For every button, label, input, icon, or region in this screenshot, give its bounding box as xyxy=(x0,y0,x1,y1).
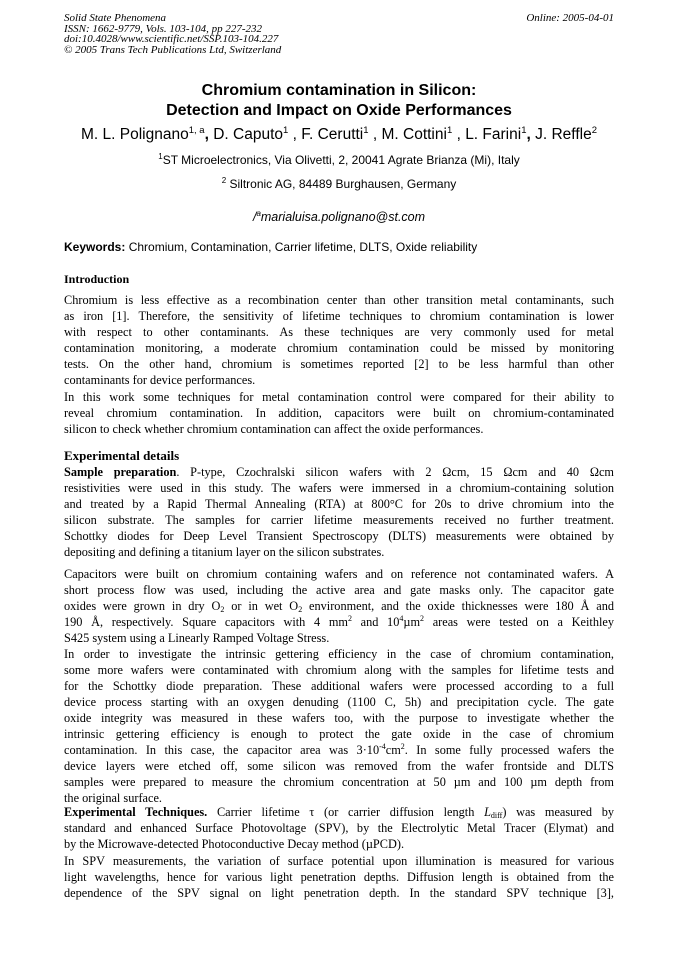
text-line: and treated by a Rapid Thermal Annealing (RTA) at 800°C for 20s to drive chromium into the xyxy=(64,497,614,511)
run-in-heading: Experimental Techniques. xyxy=(64,805,208,819)
text-line: Schottky diodes for Deep Level Transient Spectroscopy (DLTS) measurements were obtained by xyxy=(64,529,614,543)
paragraph-capacitors xyxy=(64,566,614,646)
keywords-label: Keywords: xyxy=(64,240,126,254)
paragraph-introduction-2 xyxy=(64,389,614,437)
author-affiliation-mark: 1, a xyxy=(188,125,205,136)
text-run: and 10 xyxy=(351,615,400,629)
journal-header xyxy=(64,13,281,55)
text-run: oxides were grown in dry O xyxy=(64,599,221,613)
text-line: reveal chromium contamination. In addition, capacitors were built on chromium-contaminated xyxy=(64,406,614,420)
text-run: Carrier lifetime τ (or carrier diffusion length xyxy=(207,805,485,819)
text-line: short process flow was used, including the active area and gate masks only. The capacitor gate xyxy=(64,583,614,597)
text-line: S425 system using a Linearly Ramped Voltage Stress. xyxy=(64,631,330,645)
text-line xyxy=(64,598,614,614)
text-line xyxy=(64,742,614,758)
affiliation-text: Siltronic AG, 84489 Burghausen, Germany xyxy=(226,177,457,191)
copyright-line: © 2005 Trans Tech Publications Ltd, Switzerland xyxy=(64,43,282,56)
text-line: some more wafers were contaminated with chromium along with the samples for lifetime tests and xyxy=(64,663,614,677)
journal-name: Solid State Phenomena xyxy=(64,12,167,24)
text-line xyxy=(64,464,614,480)
paragraph-experimental-techniques xyxy=(64,804,614,852)
superscript: 2 xyxy=(400,742,405,751)
text-run: or in wet O xyxy=(224,599,299,613)
text-line: standard and enhanced Surface Photovoltage (SPV), by the Electrolytic Metal Tracer (Elymat) and xyxy=(64,821,614,835)
paragraph-sample-preparation xyxy=(64,464,614,560)
text-line: device process starting with an oxygen denuding (1100 C, 5h) and precipitation cycle. The gate xyxy=(64,695,614,709)
corresponding-email xyxy=(0,209,678,225)
author-affiliation-mark: 2 xyxy=(591,125,597,136)
paragraph-spv xyxy=(64,853,614,901)
keywords-line xyxy=(64,240,477,255)
text-line: contaminants for device performances. xyxy=(64,373,256,387)
author-affiliation-mark: 1 xyxy=(446,125,453,136)
author-list xyxy=(0,125,678,145)
author-name: J. Reffle xyxy=(535,126,592,143)
text-run: ) was measured by xyxy=(502,805,614,819)
superscript: 4 xyxy=(399,614,404,623)
affiliation-number: 2 xyxy=(221,176,227,185)
text-line: resistivities were used in this study. The wafers were immersed in a chromium-containing solution xyxy=(64,481,614,495)
email-address[interactable]: marialuisa.polignano@st.com xyxy=(260,210,426,224)
text-line xyxy=(64,804,614,820)
online-date: Online: 2005-04-01 xyxy=(526,12,614,24)
text-run: areas were tested on a Keithley xyxy=(424,615,614,629)
symbol-italic: L xyxy=(484,805,491,819)
text-line xyxy=(64,614,614,630)
paper-title-line-1: Chromium contamination in Silicon: xyxy=(201,82,477,99)
author-name: M. Cottini xyxy=(381,126,447,143)
section-heading-experimental: Experimental details xyxy=(64,448,180,463)
affiliation-1 xyxy=(0,153,678,168)
text-line: Chromium is less effective as a recombination center than other transition metal contaminants, such xyxy=(64,293,614,307)
text-line: Capacitors were built on chromium containing wafers and on reference not contaminated wafers. A xyxy=(64,567,614,581)
affiliation-text: ST Microelectronics, Via Olivetti, 2, 20041 Agrate Brianza (Mi), Italy xyxy=(162,153,520,167)
author-separator: , xyxy=(292,126,297,143)
text-run: 190 Å, respectively. Square capacitors with 4 mm xyxy=(64,615,348,629)
email-prefix: / xyxy=(252,210,257,224)
affiliation-number: 1 xyxy=(158,152,163,161)
text-line: silicon to check whether chromium contamination can affect the oxide performances. xyxy=(64,422,484,436)
author-affiliation-mark: 1 xyxy=(363,125,369,136)
subscript: diff xyxy=(490,811,503,820)
text-line: In SPV measurements, the variation of surface potential upon illumination is measured for various xyxy=(64,854,614,868)
text-line: contamination monitoring, a moderate chromium contamination could be missed by monitoring xyxy=(64,341,614,355)
keywords-text: Chromium, Contamination, Carrier lifetime, DLTS, Oxide reliability xyxy=(125,240,478,254)
text-run: environment, and the oxide thicknesses were 180 Å and xyxy=(302,599,614,613)
text-line: light wavelengths, hence for various light penetration depths. Diffusion length is obtained from the xyxy=(64,870,614,884)
doi-line: doi:10.4028/www.scientific.net/SSP.103-104.227 xyxy=(64,33,279,45)
author-separator: , xyxy=(372,126,378,143)
text-run: . P-type, Czochralski silicon wafers with 2 Ωcm, 15 Ωcm and 40 Ωcm xyxy=(176,465,614,479)
text-run: . In some fully processed wafers the xyxy=(404,743,614,757)
text-line: samples were prepared to measure the chromium concentration at 50 µm and 100 µm depth from xyxy=(64,775,614,789)
section-heading-introduction: Introduction xyxy=(64,272,130,286)
author-affiliation-mark: 1 xyxy=(283,125,289,136)
paper-title-line-2: Detection and Impact on Oxide Performances xyxy=(166,102,512,119)
affiliation-2 xyxy=(0,177,678,192)
author-separator: , xyxy=(204,126,209,143)
text-line: silicon substrate. The samples for carrier lifetime measurements received no further treatment. xyxy=(64,513,614,527)
paragraph-gettering xyxy=(64,646,614,806)
text-line: tests. On the other hand, chromium is sometimes reported [2] to be less harmful than other xyxy=(64,357,614,371)
subscript: 2 xyxy=(220,605,225,614)
author-affiliation-mark: 1 xyxy=(521,125,527,136)
text-line: device layers were etched off, some silicon was removed from the wafer frontside and DLTS xyxy=(64,759,614,773)
author-name: M. L. Polignano xyxy=(81,126,189,143)
superscript: -4 xyxy=(379,742,386,751)
run-in-heading: Sample preparation xyxy=(64,465,177,479)
author-name: F. Cerutti xyxy=(301,126,364,143)
text-run: cm xyxy=(385,743,401,757)
text-line: for the Schottky diode preparation. These additional wafers were processed according to a full xyxy=(64,679,614,693)
text-line: In order to investigate the intrinsic gettering efficiency in the case of chromium contamination, xyxy=(64,647,614,661)
text-line: In this work some techniques for metal contamination control were compared for their ability to xyxy=(64,390,614,404)
text-line: dependence of the SPV signal on light penetration depth. In the standard SPV technique [3], xyxy=(64,886,614,900)
text-line: by the Microwave-detected Photoconductive Decay method (µPCD). xyxy=(64,837,405,851)
issn-line: ISSN: 1662-9779, Vols. 103-104, pp 227-232 xyxy=(64,22,262,35)
superscript: 2 xyxy=(420,614,425,623)
text-run: contamination. In this case, the capacitor area was 3·10 xyxy=(64,743,380,757)
text-line: depositing and defining a titanium layer on the silicon substrates. xyxy=(64,545,385,559)
author-separator: , xyxy=(526,126,531,143)
text-line: intrinsic gettering efficiency is enough to protect the gate oxide in the case of chromium xyxy=(64,727,614,741)
paragraph-introduction-1 xyxy=(64,292,614,388)
text-line: oxide integrity was measured in these wafers too, with the purpose to investigate whether the xyxy=(64,711,614,725)
subscript: 2 xyxy=(298,605,303,614)
text-run: µm xyxy=(403,615,421,629)
author-name: L. Farini xyxy=(465,126,522,143)
author-name: D. Caputo xyxy=(213,126,283,143)
author-separator: , xyxy=(456,126,461,143)
text-line: the original surface. xyxy=(64,791,162,805)
text-line: as iron [1]. Therefore, the sensitivity of lifetime techniques to chromium contamination is lower xyxy=(64,309,614,323)
text-line: with respect to other contaminants. As these techniques are very commonly used for metal xyxy=(64,325,614,339)
email-mark: a xyxy=(256,209,261,218)
superscript: 2 xyxy=(347,614,352,623)
